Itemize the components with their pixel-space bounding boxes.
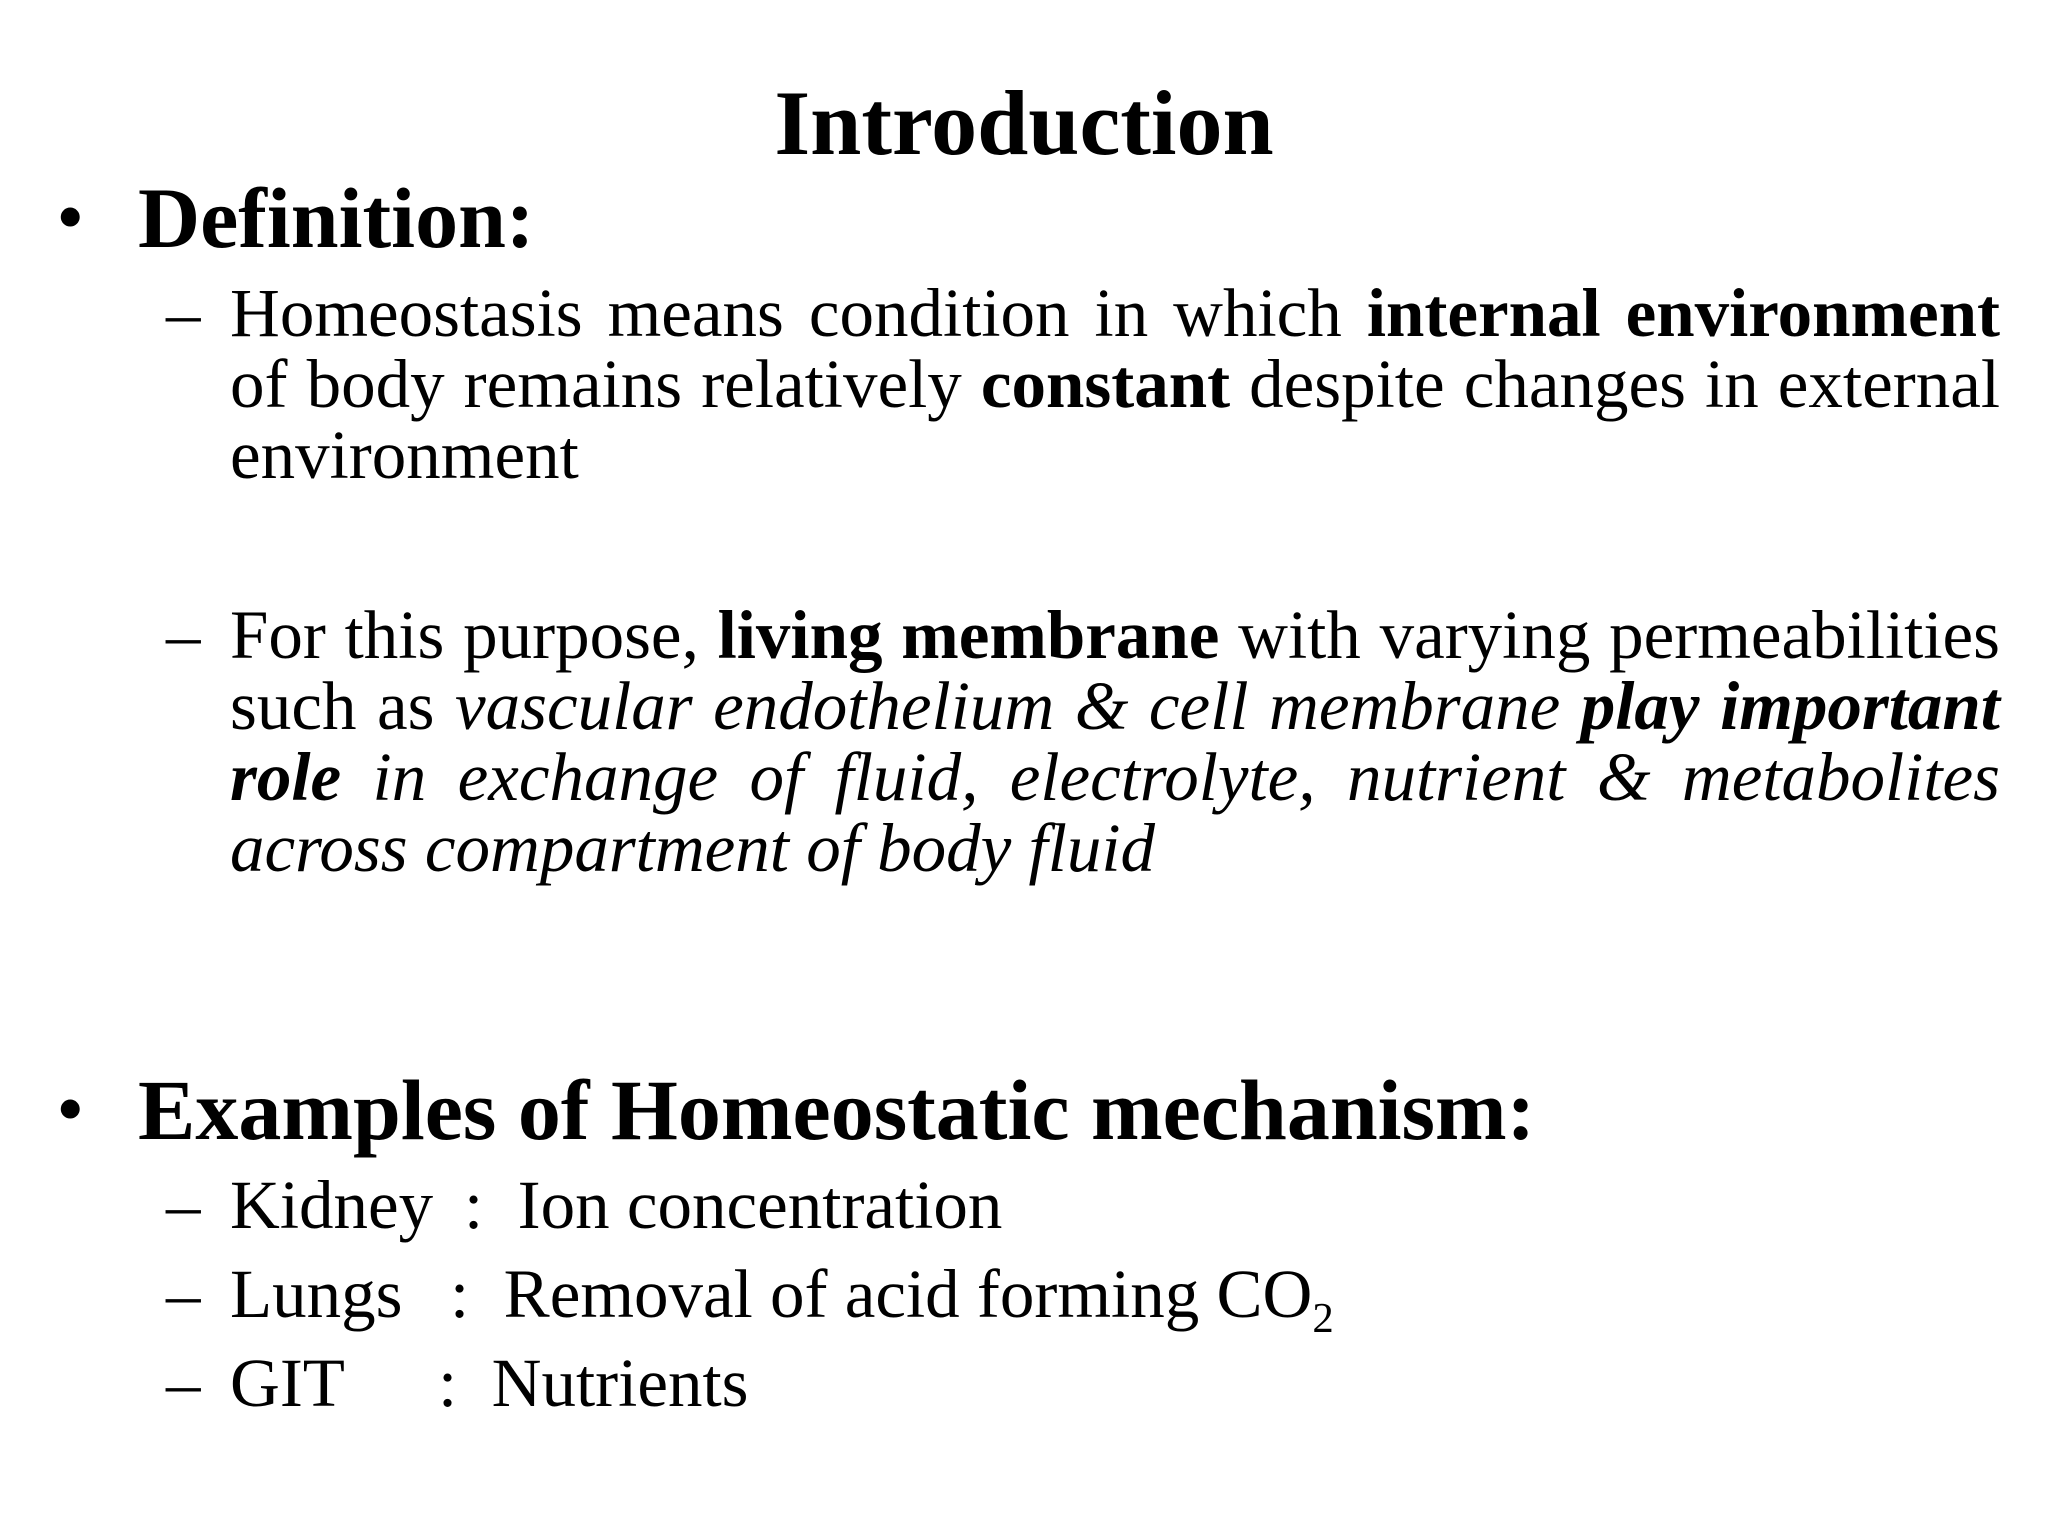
examples-heading: Examples of Homeostatic mechanism: [138, 1062, 1536, 1158]
definition-heading: Definition: [138, 170, 535, 266]
organ-name: Kidney [230, 1167, 434, 1243]
example-item [166, 1167, 2000, 1243]
emphasis-text: living membrane [717, 597, 1220, 673]
separator: : [438, 1345, 458, 1421]
definition-text [230, 275, 2000, 493]
emphasis-text: constant [980, 346, 1231, 422]
definition-text [230, 597, 2000, 886]
dash-icon: – [166, 597, 201, 673]
organ-function: Ion concentration [517, 1167, 1003, 1243]
text-run: despite changes in external environment [230, 346, 2000, 493]
italic-text: vascular endothelium & cell membrane [454, 668, 1581, 744]
text-run: of body remains relatively [230, 346, 981, 422]
dash-icon: – [166, 1167, 201, 1243]
emphasis-text: play important role [230, 668, 2000, 815]
subscript: 2 [1312, 1294, 1334, 1342]
italic-text: in exchange of fluid, electrolyte, nutrient & metabolites across compartment of body fluid [230, 739, 2000, 886]
definition-bullet [58, 168, 535, 268]
text-run: Homeostasis means condition in which [230, 275, 1367, 351]
example-item [166, 1345, 2000, 1421]
text-run: with varying permeabilities such as [230, 597, 2000, 744]
definition-item [166, 597, 2000, 886]
organ-function: Removal of acid forming CO [503, 1256, 1313, 1332]
example-item [166, 1256, 2000, 1342]
organ-name: Lungs [230, 1256, 403, 1332]
dash-icon: – [166, 1345, 201, 1421]
slide-title: Introduction [774, 72, 1274, 174]
organ-name: GIT [230, 1345, 345, 1421]
separator: : [450, 1256, 470, 1332]
definition-item [166, 275, 2000, 493]
dash-icon: – [166, 1256, 201, 1332]
separator: : [464, 1167, 484, 1243]
dash-icon: – [166, 275, 201, 351]
organ-function: Nutrients [491, 1345, 749, 1421]
bullet-icon: • [58, 1071, 83, 1148]
bullet-icon: • [58, 179, 83, 256]
examples-bullet [58, 1060, 1535, 1160]
emphasis-text: internal environment [1366, 275, 2000, 351]
text-run: For this purpose, [230, 597, 718, 673]
